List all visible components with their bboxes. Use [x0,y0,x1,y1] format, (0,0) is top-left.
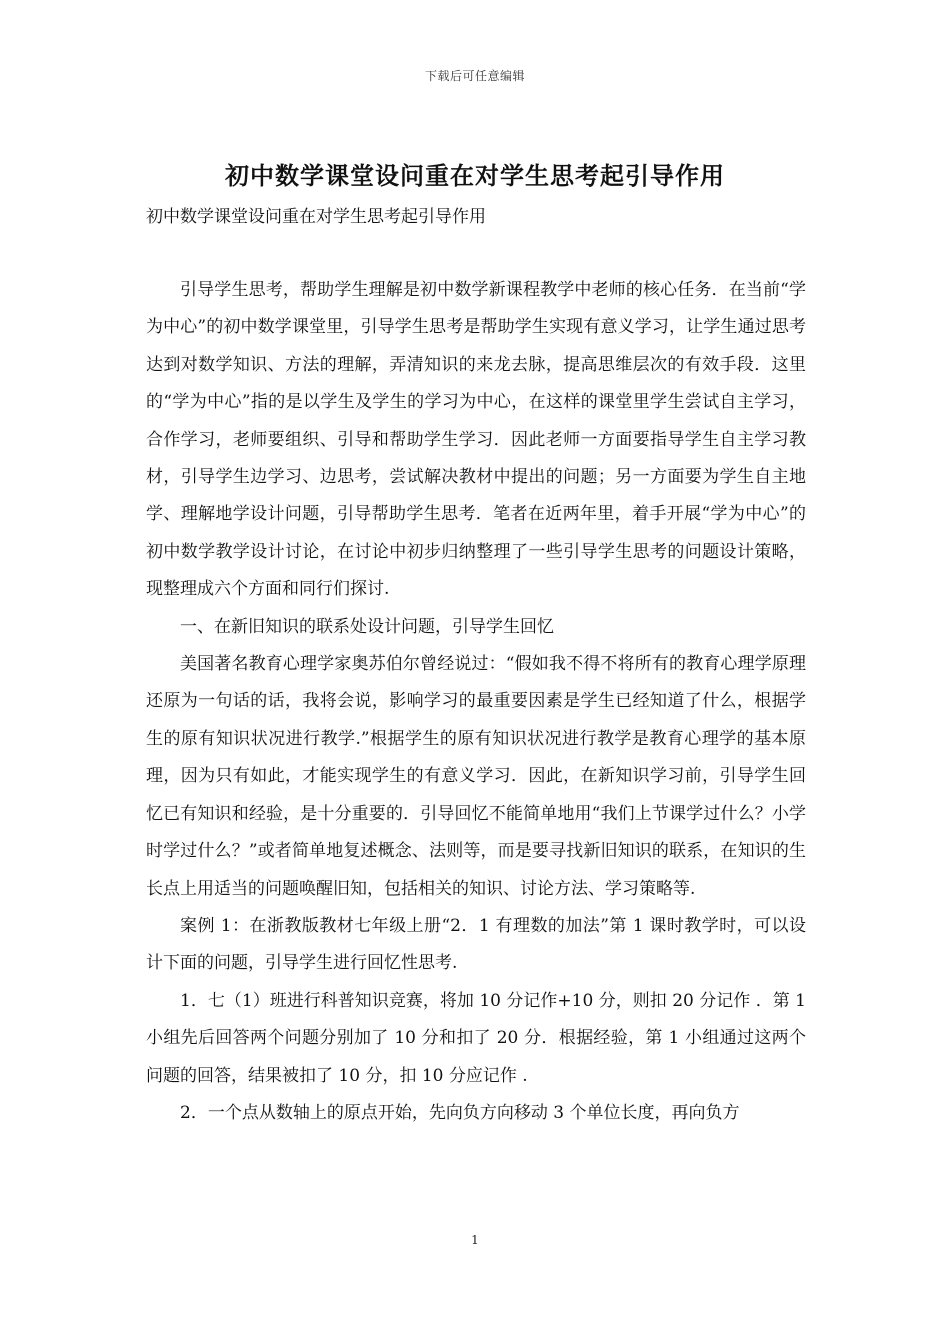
document-body [146,272,806,1132]
paragraph-question-1: 1．七（1）班进行科普知识竞赛，将加 10 分记作+10 分，则扣 20 分记作 ．第 1 小组先后回答两个问题分别加了 10 分和扣了 20 分．根据经验，第 1 小组通过这两个问题的回答，结果被扣了 10 分，扣 10 分应记作 . [146,990,806,1086]
paragraph-intro: 引导学生思考，帮助学生理解是初中数学新课程教学中老师的核心任务．在当前“学为中心”的初中数学课堂里，引导学生思考是帮助学生实现有意义学习，让学生通过思考达到对数学知识、方法的理解，弄清知识的来龙去脉，提高思维层次的有效手段．这里的“学为中心”指的是以学生及学生的学习为中心，在这样的课堂里学生尝试自主学习，合作学习，老师要组织、引导和帮助学生学习．因此老师一方面要指导学生自主学习教材，引导学生边学习、边思考，尝试解决教材中提出的问题；另一方面要为学生自主地学、理解地学设计问题，引导帮助学生思考．笔者在近两年里，着手开展“学为中心”的初中数学教学设计讨论，在讨论中初步归纳整理了一些引导学生思考的问题设计策略，现整理成六个方面和同行们探讨. [146,280,806,600]
page-header-note: 下载后可任意编辑 [424,69,525,83]
page-number: 1 [471,1233,479,1247]
paragraph-case-1: 案例 1：在浙教版教材七年级上册“2．1 有理数的加法”第 1 课时教学时，可以设计下面的问题，引导学生进行回忆性思考. [146,915,806,974]
paragraph-ausubel-quote: 美国著名教育心理学家奥苏伯尔曾经说过：“假如我不得不将所有的教育心理学原理还原为一句话的话，我将会说，影响学习的最重要因素是学生已经知道了什么，根据学生的原有知识状况进行教学.”根据学生的原有知识状况进行教学是教育心理学的基本原理，因为只有如此，才能实现学生的有意义学习．因此，在新知识学习前，引导学生回忆已有知识和经验，是十分重要的．引导回忆不能简单地用“我们上节课学过什么？小学时学过什么？”或者简单地复述概念、法则等，而是要寻找新旧知识的联系，在知识的生长点上用适当的问题唤醒旧知，包括相关的知识、讨论方法、学习策略等. [146,654,806,899]
document-subtitle: 初中数学课堂设问重在对学生思考起引导作用 [146,207,486,227]
section-heading-1: 一、在新旧知识的联系处设计问题，引导学生回忆 [180,616,554,637]
paragraph-question-2: 2．一个点从数轴上的原点开始，先向负方向移动 3 个单位长度，再向负方 [180,1102,740,1123]
document-title: 初中数学课堂设问重在对学生思考起引导作用 [225,161,725,190]
